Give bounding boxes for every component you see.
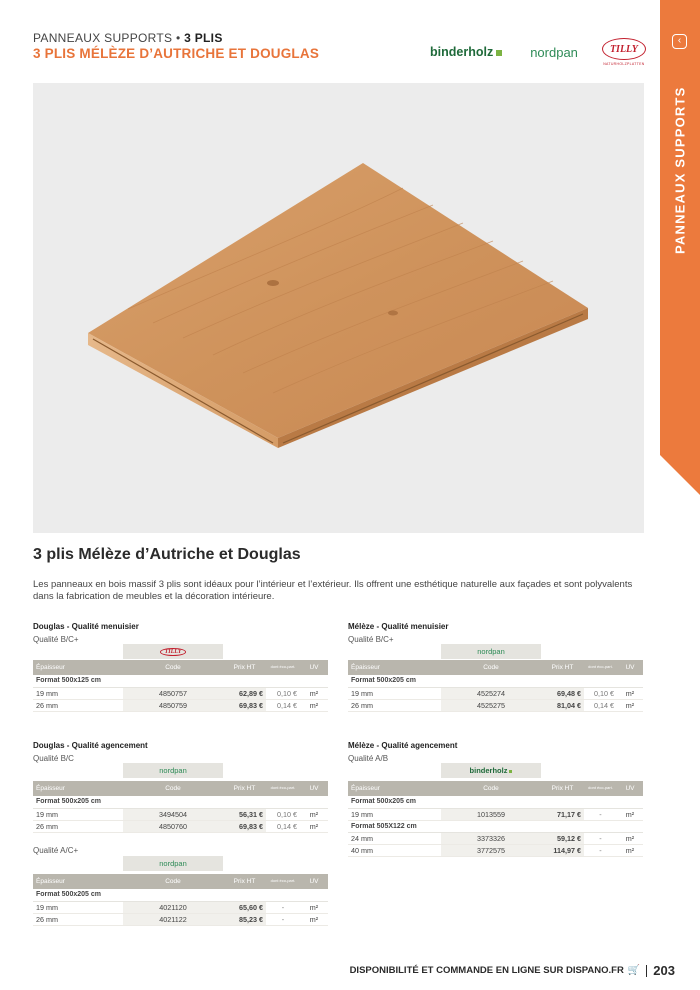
logo-cell	[123, 856, 223, 871]
cell-uv: m²	[617, 687, 643, 699]
col-prix: Prix HT	[541, 660, 584, 675]
table-row	[348, 832, 643, 844]
tilly-logo-subtitle: NATURHOLZPLATTEN	[603, 62, 645, 66]
footer-separator	[646, 965, 647, 977]
nordpan-logo-small: nordpan	[159, 859, 187, 868]
cell-prix: 69,83 €	[223, 699, 266, 711]
cell-epaisseur: 26 mm	[348, 699, 441, 711]
cell-uv: m²	[300, 913, 328, 925]
format-row	[33, 889, 328, 901]
block-quality: Qualité A/C+	[33, 846, 79, 855]
format-row	[348, 820, 643, 832]
cell-prix: 114,97 €	[541, 844, 584, 856]
binderholz-square-icon	[496, 50, 502, 56]
cell-dont: 0,10 €	[266, 808, 300, 820]
format-row	[33, 675, 328, 687]
cell-uv: m²	[300, 808, 328, 820]
cell-prix: 81,04 €	[541, 699, 584, 711]
col-code: Code	[123, 660, 223, 675]
back-chevron-icon[interactable]: ‹	[672, 34, 687, 49]
cell-dont: -	[584, 844, 617, 856]
col-epaisseur: Épaisseur	[348, 781, 441, 796]
binderholz-logo-small	[470, 766, 513, 775]
cell-uv: m²	[617, 699, 643, 711]
breadcrumb-main: PANNEAUX SUPPORTS •	[33, 31, 181, 45]
cell-uv: m²	[300, 699, 328, 711]
table-header-row	[348, 781, 643, 796]
format-label: Format 500x205 cm	[348, 796, 643, 808]
format-label: Format 500x205 cm	[33, 889, 328, 901]
tilly-logo-small: TILLY	[160, 648, 187, 656]
block-douglas-agencement	[33, 741, 328, 763]
format-row	[348, 675, 643, 687]
cell-code: 4021122	[123, 913, 223, 925]
table-row	[348, 808, 643, 820]
section-intro: Les panneaux en bois massif 3 plis sont idéaux pour l’intérieur et l’extérieur. Ils offrent une esthétique naturelle aux façades et sont polyvalents dans la fabrication de meubles et la décoration intérieure.	[33, 579, 633, 602]
brand-logos	[430, 36, 650, 68]
table-row	[33, 699, 328, 711]
col-epaisseur: Épaisseur	[348, 660, 441, 675]
col-dont: dont éco-part.	[266, 781, 300, 796]
binderholz-logo-text: binderholz	[430, 45, 494, 59]
cell-dont: 0,14 €	[584, 699, 617, 711]
cell-uv: m²	[300, 687, 328, 699]
tilly-logo	[598, 36, 650, 68]
block-meleze-agencement	[348, 741, 643, 763]
price-table-meleze-menuisier	[348, 660, 643, 712]
footer-text[interactable]: DISPONIBILITÉ ET COMMANDE EN LIGNE SUR DISPANO.FR	[349, 965, 624, 976]
cell-code: 3772575	[441, 844, 541, 856]
cell-code: 4850757	[123, 687, 223, 699]
cell-dont: -	[266, 901, 300, 913]
col-prix: Prix HT	[223, 874, 266, 889]
table-row	[33, 820, 328, 832]
table-header-row	[33, 874, 328, 889]
table-header-row	[33, 660, 328, 675]
format-label: Format 500x205 cm	[348, 675, 643, 687]
col-uv: UV	[300, 781, 328, 796]
col-uv: UV	[300, 874, 328, 889]
cell-epaisseur: 19 mm	[33, 901, 123, 913]
block-title: Douglas - Qualité menuisier	[33, 622, 139, 631]
cell-epaisseur: 26 mm	[33, 913, 123, 925]
side-tab-corner	[660, 455, 700, 495]
wood-panel-illustration	[33, 83, 644, 533]
price-table-douglas-menuisier	[33, 660, 328, 712]
format-label: Format 500x125 cm	[33, 675, 328, 687]
cell-prix: 85,23 €	[223, 913, 266, 925]
col-uv: UV	[617, 660, 643, 675]
cell-epaisseur: 19 mm	[33, 808, 123, 820]
page-header	[33, 31, 319, 61]
cell-code: 4525275	[441, 699, 541, 711]
block-quality: Qualité A/B	[348, 754, 389, 763]
logo-cell	[123, 644, 223, 659]
cell-prix: 59,12 €	[541, 832, 584, 844]
cell-dont: -	[584, 832, 617, 844]
side-tab-label: PANNEAUX SUPPORTS	[672, 86, 688, 254]
block-douglas-ac	[33, 846, 328, 855]
section-side-tab	[660, 0, 700, 495]
cell-prix: 69,83 €	[223, 820, 266, 832]
col-epaisseur: Épaisseur	[33, 781, 123, 796]
cell-epaisseur: 19 mm	[33, 687, 123, 699]
col-prix: Prix HT	[223, 781, 266, 796]
col-code: Code	[123, 874, 223, 889]
block-title: Mélèze - Qualité menuisier	[348, 622, 449, 631]
table-header-row	[348, 660, 643, 675]
page-footer	[350, 963, 675, 978]
section-title: 3 plis Mélèze d’Autriche et Douglas	[33, 546, 301, 563]
cell-epaisseur: 26 mm	[33, 699, 123, 711]
cell-prix: 56,31 €	[223, 808, 266, 820]
block-title: Mélèze - Qualité agencement	[348, 741, 458, 750]
block-quality: Qualité B/C+	[33, 635, 79, 644]
cell-code: 4850759	[123, 699, 223, 711]
logo-cell	[441, 644, 541, 659]
product-photo	[33, 83, 644, 533]
page-title: 3 PLIS MÉLÈZE D’AUTRICHE ET DOUGLAS	[33, 46, 320, 61]
format-label: Format 505X122 cm	[348, 820, 643, 832]
nordpan-logo-small: nordpan	[477, 647, 505, 656]
col-code: Code	[441, 781, 541, 796]
col-code: Code	[441, 660, 541, 675]
page-number: 203	[653, 963, 675, 978]
cell-epaisseur: 19 mm	[348, 687, 441, 699]
table-row	[348, 844, 643, 856]
table-row	[348, 687, 643, 699]
col-epaisseur: Épaisseur	[33, 660, 123, 675]
col-prix: Prix HT	[223, 660, 266, 675]
logo-cell	[123, 763, 223, 778]
breadcrumb-current: 3 PLIS	[184, 31, 223, 45]
cell-code: 4850760	[123, 820, 223, 832]
cell-prix: 65,60 €	[223, 901, 266, 913]
cell-dont: 0,14 €	[266, 820, 300, 832]
cell-code: 4021120	[123, 901, 223, 913]
cell-dont: 0,10 €	[584, 687, 617, 699]
block-quality: Qualité B/C+	[348, 635, 394, 644]
cell-uv: m²	[300, 901, 328, 913]
nordpan-logo-small: nordpan	[159, 766, 187, 775]
cell-uv: m²	[617, 808, 643, 820]
cell-dont: -	[266, 913, 300, 925]
block-quality: Qualité B/C	[33, 754, 74, 763]
col-dont: dont éco-part.	[266, 660, 300, 675]
col-dont: dont éco-part.	[584, 660, 617, 675]
format-row	[348, 796, 643, 808]
cell-code: 1013559	[441, 808, 541, 820]
cell-prix: 62,89 €	[223, 687, 266, 699]
cell-epaisseur: 26 mm	[33, 820, 123, 832]
cell-code: 3494504	[123, 808, 223, 820]
block-douglas-menuisier	[33, 622, 328, 644]
table-row	[33, 913, 328, 925]
table-header-row	[33, 781, 328, 796]
binderholz-square-icon	[509, 770, 512, 773]
cell-epaisseur: 24 mm	[348, 832, 441, 844]
block-title: Douglas - Qualité agencement	[33, 741, 148, 750]
table-row	[33, 808, 328, 820]
breadcrumb	[33, 31, 319, 45]
col-dont: dont éco-part.	[266, 874, 300, 889]
price-table-douglas-ac	[33, 874, 328, 926]
cell-dont: 0,10 €	[266, 687, 300, 699]
format-row	[33, 796, 328, 808]
price-table-douglas-agencement	[33, 781, 328, 833]
col-prix: Prix HT	[541, 781, 584, 796]
logo-cell	[441, 763, 541, 778]
price-table-meleze-agencement	[348, 781, 643, 857]
cell-uv: m²	[617, 844, 643, 856]
col-code: Code	[123, 781, 223, 796]
col-epaisseur: Épaisseur	[33, 874, 123, 889]
table-row	[33, 901, 328, 913]
cell-uv: m²	[300, 820, 328, 832]
format-label: Format 500x205 cm	[33, 796, 328, 808]
col-uv: UV	[300, 660, 328, 675]
cart-icon[interactable]: 🛒	[627, 965, 641, 976]
cell-code: 3373326	[441, 832, 541, 844]
cell-epaisseur: 40 mm	[348, 844, 441, 856]
cell-epaisseur: 19 mm	[348, 808, 441, 820]
table-row	[33, 687, 328, 699]
cell-dont: 0,14 €	[266, 699, 300, 711]
col-dont: dont éco-part.	[584, 781, 617, 796]
nordpan-logo: nordpan	[530, 44, 578, 60]
binderholz-logo-small-text: binderholz	[469, 766, 508, 775]
block-meleze-menuisier	[348, 622, 643, 644]
cell-dont: -	[584, 808, 617, 820]
table-row	[348, 699, 643, 711]
col-uv: UV	[617, 781, 643, 796]
cell-code: 4525274	[441, 687, 541, 699]
cell-prix: 69,48 €	[541, 687, 584, 699]
tilly-logo-text: TILLY	[602, 38, 646, 60]
wood-knot	[267, 280, 279, 286]
binderholz-logo	[430, 45, 502, 59]
cell-prix: 71,17 €	[541, 808, 584, 820]
wood-knot	[388, 311, 398, 316]
cell-uv: m²	[617, 832, 643, 844]
